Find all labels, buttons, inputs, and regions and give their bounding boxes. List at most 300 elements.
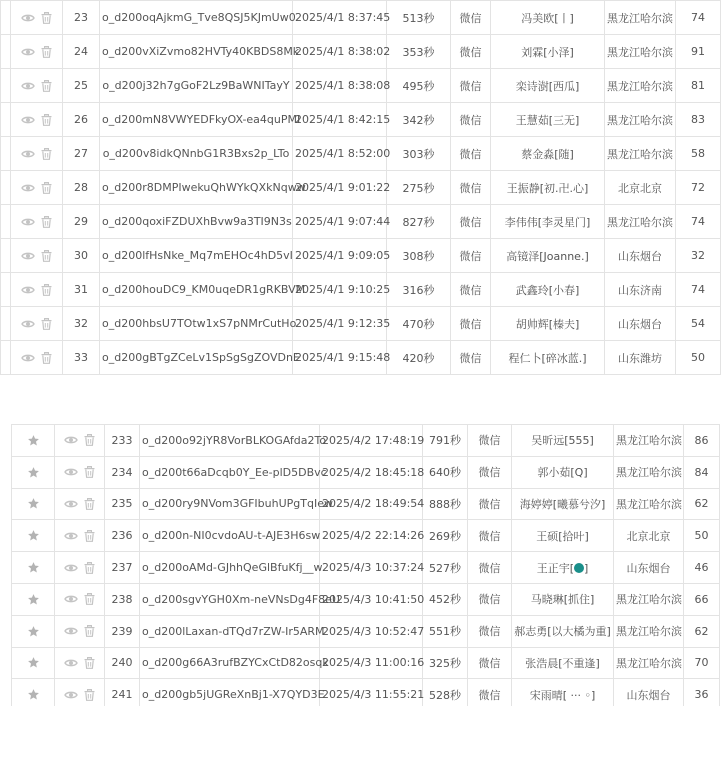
cell-submit-time: 2025/4/3 11:00:16 xyxy=(320,647,423,679)
favorite-cell xyxy=(12,488,55,520)
star-icon[interactable] xyxy=(14,497,52,510)
cell-score: 32 xyxy=(676,239,721,273)
row-actions xyxy=(11,307,63,341)
cell-number: 234 xyxy=(105,456,140,488)
trash-icon[interactable] xyxy=(84,562,95,574)
cell-score: 83 xyxy=(676,103,721,137)
name-text: 胡帅辉[榛夫] xyxy=(515,317,580,331)
table-row xyxy=(1,341,721,375)
cell-submit-time: 2025/4/1 9:07:44 xyxy=(293,205,387,239)
cell-duration: 551秒 xyxy=(423,615,468,647)
cell-name xyxy=(512,647,614,679)
cell-name xyxy=(512,425,614,457)
cell-submit-time: 2025/4/3 10:52:47 xyxy=(320,615,423,647)
trash-icon[interactable] xyxy=(41,352,52,364)
cell-submit-time: 2025/4/1 9:12:35 xyxy=(293,307,387,341)
row-actions xyxy=(55,647,105,679)
records-table-bottom xyxy=(11,424,720,711)
name-text: 王硕[拾叶] xyxy=(536,529,589,543)
cell-submit-time: 2025/4/1 8:38:08 xyxy=(293,69,387,103)
trash-icon[interactable] xyxy=(41,148,52,160)
cell-duration: 513秒 xyxy=(387,1,451,35)
cell-score: 62 xyxy=(684,488,720,520)
cell-duration: 640秒 xyxy=(423,456,468,488)
row-edge-cell xyxy=(1,273,11,307)
table-row xyxy=(1,1,721,35)
cell-region: 山东济南 xyxy=(605,273,676,307)
cell-region: 山东烟台 xyxy=(605,307,676,341)
eye-icon[interactable] xyxy=(64,594,78,604)
cell-submit-time: 2025/4/1 9:15:48 xyxy=(293,341,387,375)
cell-score: 74 xyxy=(676,1,721,35)
cell-duration: 791秒 xyxy=(423,425,468,457)
cell-channel: 微信 xyxy=(451,307,491,341)
cell-channel: 微信 xyxy=(451,1,491,35)
cell-duration: 470秒 xyxy=(387,307,451,341)
cell-channel: 微信 xyxy=(468,488,512,520)
row-actions xyxy=(11,103,63,137)
cell-duration: 342秒 xyxy=(387,103,451,137)
eye-icon[interactable] xyxy=(21,115,35,125)
name-text: 郝志勇[以大橘为重] xyxy=(514,625,611,639)
eye-icon[interactable] xyxy=(64,531,78,541)
cell-name xyxy=(512,615,614,647)
cell-region: 北京北京 xyxy=(614,520,684,552)
cell-duration: 452秒 xyxy=(423,583,468,615)
row-actions xyxy=(11,171,63,205)
cell-number: 240 xyxy=(105,647,140,679)
trash-icon[interactable] xyxy=(84,689,95,701)
row-action-icons xyxy=(13,114,60,126)
cell-region: 黑龙江哈尔滨 xyxy=(605,69,676,103)
cell-submit-time: 2025/4/1 8:37:45 xyxy=(293,1,387,35)
cell-number: 239 xyxy=(105,615,140,647)
star-icon[interactable] xyxy=(14,593,52,606)
cell-duration: 527秒 xyxy=(423,552,468,584)
trash-icon[interactable] xyxy=(41,12,52,24)
cell-score: 62 xyxy=(684,615,720,647)
eye-icon[interactable] xyxy=(21,149,35,159)
favorite-cell xyxy=(12,520,55,552)
cell-duration: 269秒 xyxy=(423,520,468,552)
cell-name xyxy=(491,341,605,375)
cell-channel: 微信 xyxy=(468,552,512,584)
cell-duration: 316秒 xyxy=(387,273,451,307)
cell-number: 30 xyxy=(63,239,100,273)
star-icon[interactable] xyxy=(14,561,52,574)
cell-channel: 微信 xyxy=(468,647,512,679)
cell-number: 33 xyxy=(63,341,100,375)
cell-region: 黑龙江哈尔滨 xyxy=(614,647,684,679)
cell-openid: o_d200oAMd-GJhhQeGlBfuKfj__w xyxy=(140,552,320,584)
cell-number: 241 xyxy=(105,679,140,711)
row-action-icons xyxy=(57,657,102,669)
eye-icon[interactable] xyxy=(64,467,78,477)
cell-submit-time: 2025/4/2 22:14:26 xyxy=(320,520,423,552)
table-row xyxy=(12,647,720,679)
cell-number: 236 xyxy=(105,520,140,552)
cell-name xyxy=(491,273,605,307)
row-actions xyxy=(55,488,105,520)
row-action-icons xyxy=(13,80,60,92)
row-action-icons xyxy=(13,148,60,160)
row-actions xyxy=(11,1,63,35)
name-text: 王慧茹[三无] xyxy=(515,113,580,127)
cell-name xyxy=(491,307,605,341)
cell-score: 46 xyxy=(684,552,720,584)
trash-icon[interactable] xyxy=(41,216,52,228)
row-action-icons xyxy=(13,250,60,262)
cell-openid: o_d200vXiZvmo82HVTy40KBDS8Mk xyxy=(100,35,293,69)
cell-number: 32 xyxy=(63,307,100,341)
row-actions xyxy=(11,273,63,307)
records-table-top xyxy=(0,0,721,375)
trash-icon[interactable] xyxy=(84,593,95,605)
name-text: 宋雨晴[ ··· ◦] xyxy=(529,688,596,702)
table-row xyxy=(1,171,721,205)
cell-region: 黑龙江哈尔滨 xyxy=(605,35,676,69)
cell-score: 36 xyxy=(684,679,720,711)
name-text: 张浩晨[不重逢] xyxy=(525,656,600,670)
row-actions xyxy=(11,239,63,273)
cell-region: 黑龙江哈尔滨 xyxy=(614,583,684,615)
cell-channel: 微信 xyxy=(451,205,491,239)
trash-icon[interactable] xyxy=(41,182,52,194)
cell-openid: o_d200sgvYGH0Xm-neVNsDg4F8eU xyxy=(140,583,320,615)
cell-channel: 微信 xyxy=(468,583,512,615)
row-edge-cell xyxy=(1,205,11,239)
trash-icon[interactable] xyxy=(84,657,95,669)
cell-channel: 微信 xyxy=(451,341,491,375)
row-action-icons xyxy=(13,284,60,296)
row-action-icons xyxy=(57,625,102,637)
name-text: 郭小茹[Q] xyxy=(537,466,588,480)
cell-submit-time: 2025/4/3 10:37:24 xyxy=(320,552,423,584)
name-text: 冯美欧[丨] xyxy=(521,11,574,25)
row-edge-cell xyxy=(1,69,11,103)
eye-icon[interactable] xyxy=(21,251,35,261)
cell-openid: o_d200mN8VWYEDFkyOX-ea4quPMI xyxy=(100,103,293,137)
trash-icon[interactable] xyxy=(84,498,95,510)
eye-icon[interactable] xyxy=(64,658,78,668)
name-suffix: ] xyxy=(584,561,589,575)
cell-number: 238 xyxy=(105,583,140,615)
cell-name xyxy=(491,239,605,273)
blank-area xyxy=(0,706,724,761)
cell-duration: 495秒 xyxy=(387,69,451,103)
row-action-icons xyxy=(57,530,102,542)
cell-submit-time: 2025/4/1 8:42:15 xyxy=(293,103,387,137)
table-row xyxy=(1,103,721,137)
trash-icon[interactable] xyxy=(41,114,52,126)
eye-icon[interactable] xyxy=(64,499,78,509)
favorite-cell xyxy=(12,647,55,679)
records-table-bottom-body xyxy=(12,425,720,711)
cell-region: 山东潍坊 xyxy=(605,341,676,375)
cell-number: 27 xyxy=(63,137,100,171)
row-action-icons xyxy=(13,318,60,330)
star-icon[interactable] xyxy=(14,656,52,669)
row-action-icons xyxy=(13,46,60,58)
table-row xyxy=(1,239,721,273)
table-row xyxy=(12,456,720,488)
name-text: 刘霖[小泽] xyxy=(521,45,574,59)
cell-channel: 微信 xyxy=(451,35,491,69)
cell-submit-time: 2025/4/1 8:38:02 xyxy=(293,35,387,69)
cell-score: 81 xyxy=(676,69,721,103)
table-row xyxy=(1,307,721,341)
cell-region: 山东烟台 xyxy=(614,552,684,584)
eye-icon[interactable] xyxy=(21,183,35,193)
name-text: 王正宇[ xyxy=(536,561,574,575)
cell-submit-time: 2025/4/2 18:45:18 xyxy=(320,456,423,488)
trash-icon[interactable] xyxy=(84,434,95,446)
table-row xyxy=(1,137,721,171)
trash-icon[interactable] xyxy=(41,46,52,58)
cell-channel: 微信 xyxy=(451,137,491,171)
cell-region: 黑龙江哈尔滨 xyxy=(605,137,676,171)
cell-score: 54 xyxy=(676,307,721,341)
trash-icon[interactable] xyxy=(84,530,95,542)
cell-number: 29 xyxy=(63,205,100,239)
table-row xyxy=(1,273,721,307)
cell-submit-time: 2025/4/2 18:49:54 xyxy=(320,488,423,520)
records-table-top-body xyxy=(1,1,721,375)
eye-icon[interactable] xyxy=(21,47,35,57)
eye-icon[interactable] xyxy=(21,217,35,227)
row-actions xyxy=(11,35,63,69)
trash-icon[interactable] xyxy=(84,466,95,478)
row-actions xyxy=(55,520,105,552)
cell-channel: 微信 xyxy=(468,425,512,457)
row-edge-cell xyxy=(1,137,11,171)
favorite-cell xyxy=(12,615,55,647)
eye-icon[interactable] xyxy=(21,353,35,363)
eye-icon[interactable] xyxy=(64,626,78,636)
cell-channel: 微信 xyxy=(451,273,491,307)
star-icon[interactable] xyxy=(14,434,52,447)
favorite-cell xyxy=(12,456,55,488)
row-action-icons xyxy=(57,593,102,605)
star-icon[interactable] xyxy=(14,466,52,479)
cell-name xyxy=(491,69,605,103)
row-action-icons xyxy=(57,498,102,510)
cell-channel: 微信 xyxy=(451,171,491,205)
cell-channel: 微信 xyxy=(468,456,512,488)
cell-region: 黑龙江哈尔滨 xyxy=(614,425,684,457)
table-row xyxy=(12,583,720,615)
table-row xyxy=(1,69,721,103)
globe-emoji-icon xyxy=(574,563,584,573)
row-edge-cell xyxy=(1,103,11,137)
cell-name xyxy=(491,171,605,205)
row-edge-cell xyxy=(1,239,11,273)
row-edge-cell xyxy=(1,341,11,375)
star-icon[interactable] xyxy=(14,688,52,701)
row-actions xyxy=(55,583,105,615)
cell-submit-time: 2025/4/1 8:52:00 xyxy=(293,137,387,171)
row-action-icons xyxy=(57,434,102,446)
eye-icon[interactable] xyxy=(21,81,35,91)
name-text: 李伟伟[李灵星门] xyxy=(504,215,591,229)
trash-icon[interactable] xyxy=(84,625,95,637)
cell-openid: o_d200t66aDcqb0Y_Ee-plD5DBvc xyxy=(140,456,320,488)
name-text: 马晓琳[抓住] xyxy=(530,593,595,607)
cell-region: 黑龙江哈尔滨 xyxy=(605,205,676,239)
cell-duration: 275秒 xyxy=(387,171,451,205)
cell-openid: o_d200g66A3rufBZYCxCtD82osqk xyxy=(140,647,320,679)
row-action-icons xyxy=(57,562,102,574)
cell-submit-time: 2025/4/1 9:10:25 xyxy=(293,273,387,307)
cell-region: 黑龙江哈尔滨 xyxy=(614,456,684,488)
cell-submit-time: 2025/4/1 9:01:22 xyxy=(293,171,387,205)
cell-number: 26 xyxy=(63,103,100,137)
cell-score: 66 xyxy=(684,583,720,615)
table-row xyxy=(12,425,720,457)
name-text: 蔡金淼[随] xyxy=(521,147,574,161)
row-action-icons xyxy=(13,12,60,24)
cell-region: 黑龙江哈尔滨 xyxy=(614,615,684,647)
cell-number: 237 xyxy=(105,552,140,584)
cell-submit-time: 2025/4/3 10:41:50 xyxy=(320,583,423,615)
eye-icon[interactable] xyxy=(21,13,35,23)
cell-channel: 微信 xyxy=(451,69,491,103)
cell-openid: o_d200gBTgZCeLv1SpSgSgZOVDnE xyxy=(100,341,293,375)
cell-name xyxy=(491,205,605,239)
favorite-cell xyxy=(12,425,55,457)
cell-name xyxy=(512,520,614,552)
row-actions xyxy=(55,425,105,457)
cell-submit-time: 2025/4/1 9:09:05 xyxy=(293,239,387,273)
row-action-icons xyxy=(57,466,102,478)
cell-score: 50 xyxy=(676,341,721,375)
row-action-icons xyxy=(13,182,60,194)
cell-submit-time: 2025/4/3 11:55:21 xyxy=(320,679,423,711)
cell-name xyxy=(512,552,614,584)
row-action-icons xyxy=(13,216,60,228)
eye-icon[interactable] xyxy=(21,285,35,295)
trash-icon[interactable] xyxy=(41,318,52,330)
cell-number: 233 xyxy=(105,425,140,457)
row-actions xyxy=(11,137,63,171)
cell-submit-time: 2025/4/2 17:48:19 xyxy=(320,425,423,457)
cell-region: 山东烟台 xyxy=(614,679,684,711)
star-icon[interactable] xyxy=(14,625,52,638)
cell-score: 58 xyxy=(676,137,721,171)
eye-icon[interactable] xyxy=(64,435,78,445)
cell-openid: o_d200gb5jUGReXnBj1-X7QYD3E xyxy=(140,679,320,711)
row-actions xyxy=(11,205,63,239)
cell-score: 50 xyxy=(684,520,720,552)
cell-region: 黑龙江哈尔滨 xyxy=(605,1,676,35)
trash-icon[interactable] xyxy=(41,80,52,92)
cell-region: 北京北京 xyxy=(605,171,676,205)
cell-duration: 827秒 xyxy=(387,205,451,239)
table-row xyxy=(1,205,721,239)
eye-icon[interactable] xyxy=(21,319,35,329)
cell-name xyxy=(491,1,605,35)
name-text: 吴昕远[555] xyxy=(531,434,594,448)
cell-channel: 微信 xyxy=(468,520,512,552)
cell-channel: 微信 xyxy=(451,239,491,273)
row-edge-cell xyxy=(1,1,11,35)
row-action-icons xyxy=(57,689,102,701)
table-row xyxy=(12,615,720,647)
row-action-icons xyxy=(13,352,60,364)
cell-score: 84 xyxy=(684,456,720,488)
name-text: 高镜泽[Joanne.] xyxy=(506,249,589,263)
name-text: 程仁卜[碎冰蓝.] xyxy=(508,351,587,365)
cell-name xyxy=(491,137,605,171)
cell-channel: 微信 xyxy=(468,615,512,647)
cell-name xyxy=(491,35,605,69)
cell-number: 28 xyxy=(63,171,100,205)
cell-number: 235 xyxy=(105,488,140,520)
name-text: 王振静[初.卍.心] xyxy=(506,181,589,195)
table-row xyxy=(1,35,721,69)
cell-duration: 888秒 xyxy=(423,488,468,520)
cell-openid: o_d200hbsU7TOtw1xS7pNMrCutHo xyxy=(100,307,293,341)
row-actions xyxy=(55,456,105,488)
row-edge-cell xyxy=(1,35,11,69)
cell-score: 70 xyxy=(684,647,720,679)
cell-openid: o_d200qoxiFZDUXhBvw9a3TI9N3s xyxy=(100,205,293,239)
table-row xyxy=(12,488,720,520)
cell-name xyxy=(512,488,614,520)
name-text: 栾诗澍[西瓜] xyxy=(515,79,580,93)
cell-region: 山东烟台 xyxy=(605,239,676,273)
favorite-cell xyxy=(12,552,55,584)
table-row xyxy=(12,552,720,584)
row-actions xyxy=(55,552,105,584)
cell-openid: o_d200n-NI0cvdoAU-t-AJE3H6sw xyxy=(140,520,320,552)
cell-score: 86 xyxy=(684,425,720,457)
cell-openid: o_d200o92jYR8VorBLKOGAfda2To xyxy=(140,425,320,457)
cell-number: 31 xyxy=(63,273,100,307)
row-actions xyxy=(11,341,63,375)
row-edge-cell xyxy=(1,171,11,205)
eye-icon[interactable] xyxy=(64,563,78,573)
cell-number: 24 xyxy=(63,35,100,69)
cell-duration: 528秒 xyxy=(423,679,468,711)
cell-score: 91 xyxy=(676,35,721,69)
cell-duration: 308秒 xyxy=(387,239,451,273)
trash-icon[interactable] xyxy=(41,250,52,262)
table-row xyxy=(12,520,720,552)
cell-duration: 303秒 xyxy=(387,137,451,171)
row-edge-cell xyxy=(1,307,11,341)
cell-region: 黑龙江哈尔滨 xyxy=(614,488,684,520)
cell-openid: o_d200lfHsNke_Mq7mEHOc4hD5vI xyxy=(100,239,293,273)
name-text: 海婷婷[曦慕兮汐] xyxy=(519,497,606,511)
cell-score: 74 xyxy=(676,273,721,307)
cell-number: 23 xyxy=(63,1,100,35)
cell-openid: o_d200v8idkQNnbG1R3Bxs2p_LTo xyxy=(100,137,293,171)
cell-openid: o_d200houDC9_KM0uqeDR1gRKBVM xyxy=(100,273,293,307)
cell-openid: o_d200j32h7gGoF2Lz9BaWNITayY xyxy=(100,69,293,103)
cell-openid: o_d200lLaxan-dTQd7rZW-Ir5ARM xyxy=(140,615,320,647)
cell-duration: 325秒 xyxy=(423,647,468,679)
row-actions xyxy=(11,69,63,103)
trash-icon[interactable] xyxy=(41,284,52,296)
cell-channel: 微信 xyxy=(451,103,491,137)
name-text: 武鑫玲[小春] xyxy=(515,283,580,297)
star-icon[interactable] xyxy=(14,529,52,542)
cell-name xyxy=(512,583,614,615)
cell-score: 72 xyxy=(676,171,721,205)
cell-openid: o_d200ry9NVom3GFIbuhUPgTqIew xyxy=(140,488,320,520)
eye-icon[interactable] xyxy=(64,690,78,700)
